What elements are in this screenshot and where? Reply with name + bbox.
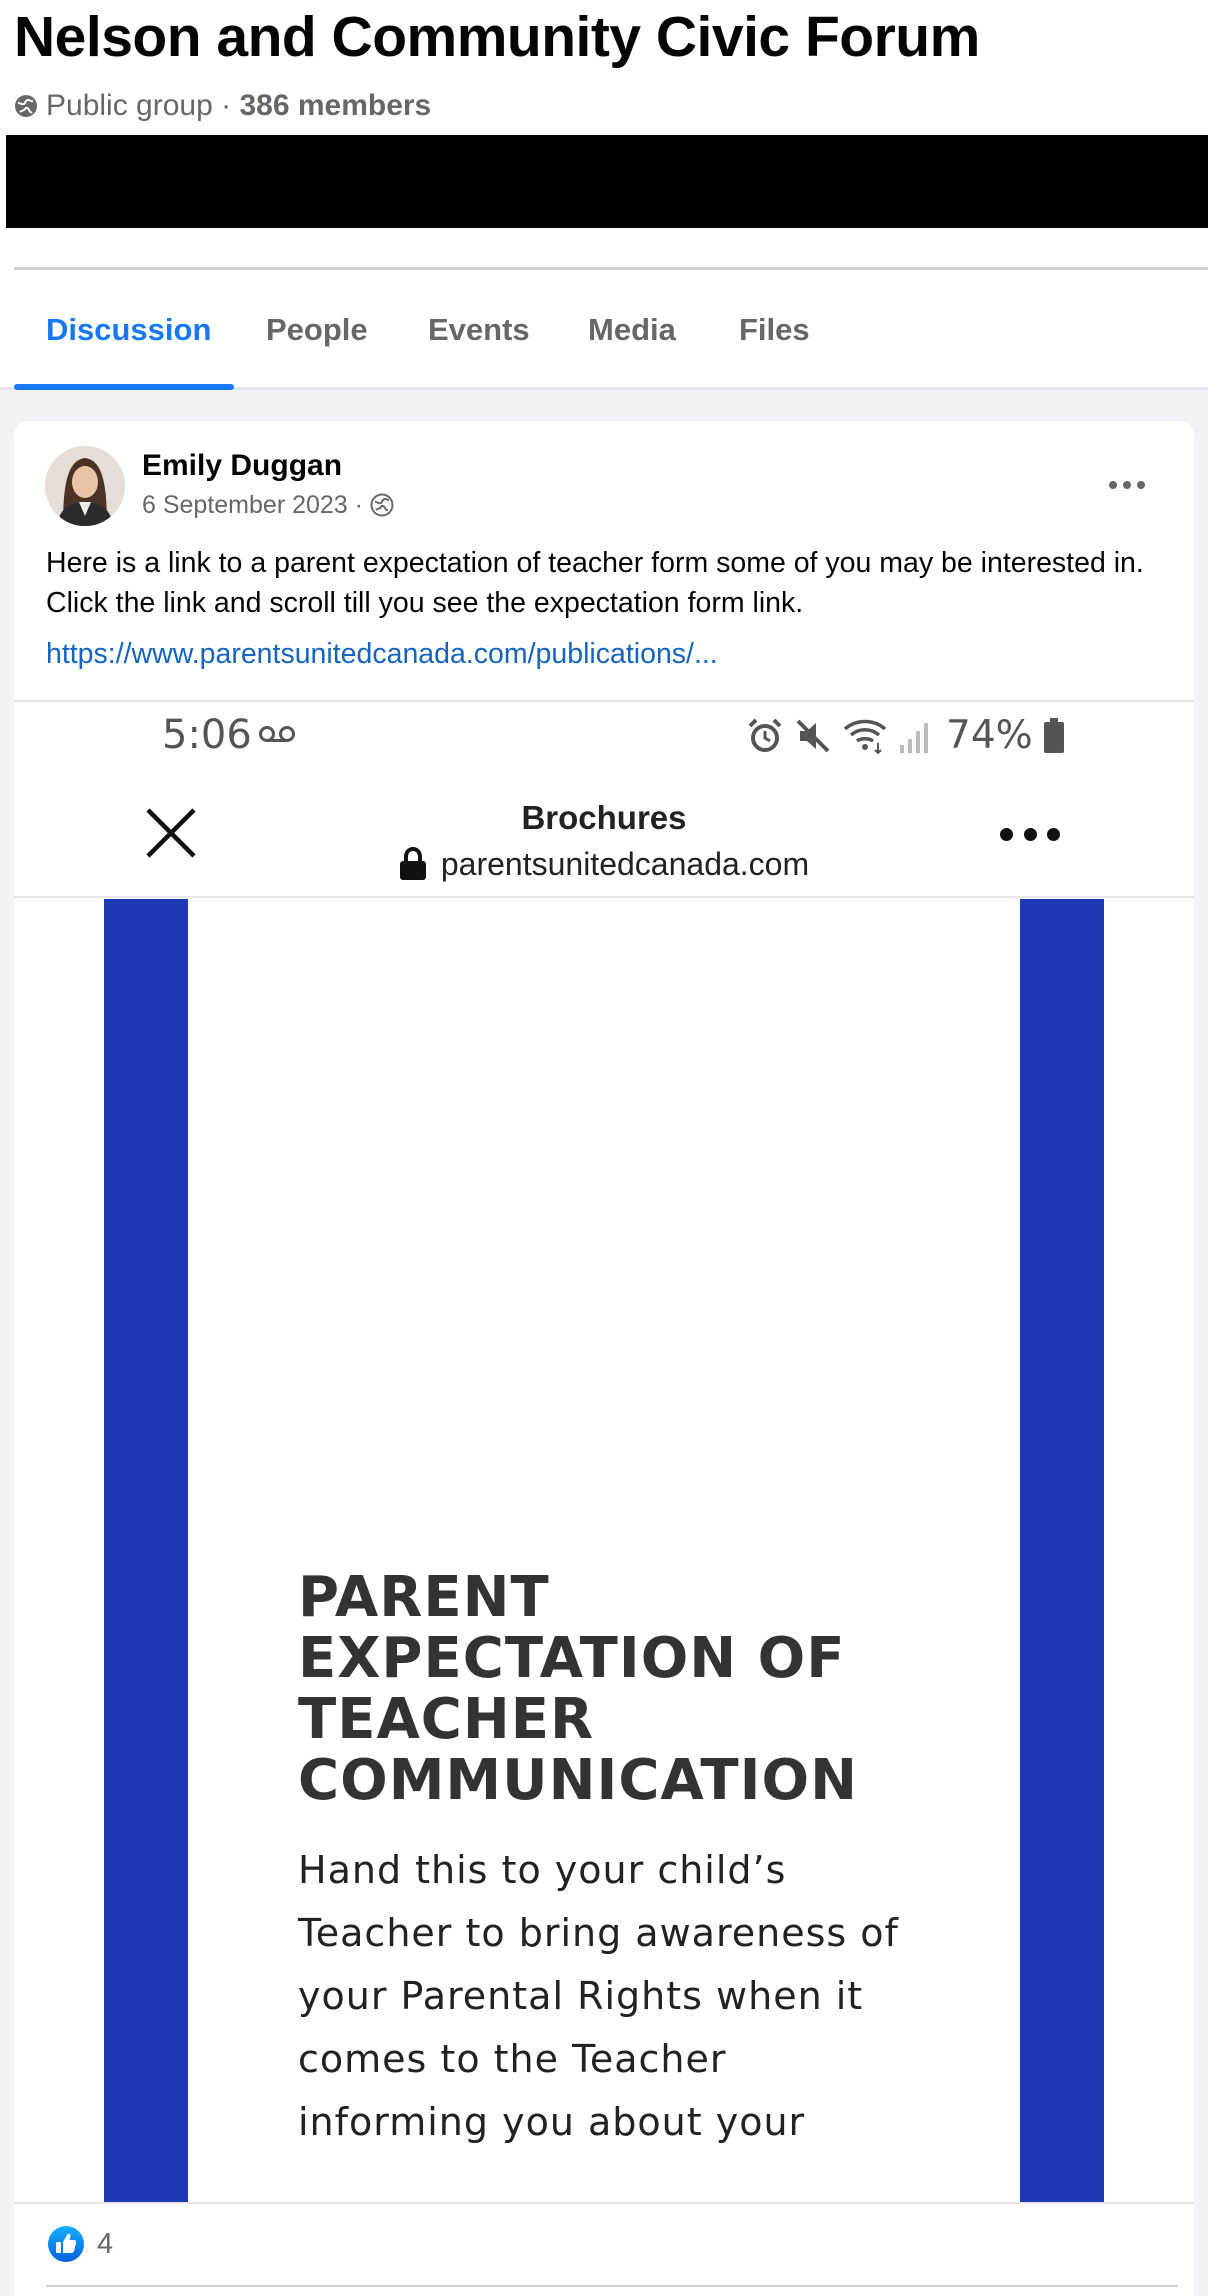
cover-photo <box>6 135 1208 228</box>
globe-icon <box>370 493 394 517</box>
browser-menu-button[interactable] <box>1000 822 1060 846</box>
post-date[interactable]: 6 September 2023 <box>142 491 348 519</box>
like-icon[interactable] <box>48 2226 84 2262</box>
brochure-band-left <box>104 899 188 2202</box>
brochure-band-right <box>1020 899 1104 2202</box>
browser-title: Brochures <box>521 799 687 836</box>
battery-percent: 74% <box>946 713 1033 758</box>
brochure-body: Hand this to your child’s Teacher to bring awareness of your Parental Rights when it comes to the Teacher informing you about your <box>298 1848 899 2144</box>
phone-status-bar <box>14 702 1194 768</box>
post-date-separator: · <box>347 491 370 519</box>
group-tabs <box>0 270 1208 390</box>
signal-icon <box>898 717 932 755</box>
post-text: Here is a link to a parent expectation of teacher form some of you may be interested in. Click the link and scroll till you see the expectation form link. <box>46 547 1144 619</box>
brochure-page <box>104 899 1104 2202</box>
wifi-icon <box>842 717 888 755</box>
reactions-divider <box>46 2285 1178 2287</box>
reaction-count[interactable]: 4 <box>97 2228 114 2260</box>
group-privacy[interactable]: Public group <box>46 89 213 122</box>
avatar-photo <box>45 446 125 526</box>
tab-files[interactable]: Files <box>739 312 810 347</box>
group-header <box>0 0 1208 135</box>
status-time: 5:06 <box>162 712 252 758</box>
avatar[interactable] <box>45 446 125 526</box>
post-card <box>14 421 1194 2296</box>
globe-icon <box>14 94 38 118</box>
post-author[interactable]: Emily Duggan <box>142 449 343 482</box>
tab-discussion[interactable]: Discussion <box>46 312 212 347</box>
post-menu-button[interactable] <box>1099 465 1155 505</box>
status-icons <box>746 714 1065 758</box>
lock-icon <box>399 847 427 881</box>
tab-media[interactable]: Media <box>588 312 676 347</box>
tab-events[interactable]: Events <box>428 312 530 347</box>
alarm-icon <box>746 717 784 755</box>
tab-people[interactable]: People <box>266 312 368 347</box>
member-count[interactable]: 386 members <box>239 89 432 122</box>
browser-url[interactable] <box>14 844 1194 884</box>
browser-bar <box>14 768 1194 898</box>
post-link[interactable]: https://www.parentsunitedcanada.com/publications/... <box>46 638 718 670</box>
battery-icon <box>1043 718 1065 754</box>
meta-separator: · <box>212 89 240 122</box>
more-horizontal-icon <box>1000 828 1013 841</box>
post-image[interactable] <box>14 700 1194 2202</box>
brochure-heading: PARENT EXPECTATION OF TEACHER COMMUNICATION <box>298 1565 858 1813</box>
post-timestamp <box>142 489 394 521</box>
group-meta <box>14 86 431 126</box>
browser-url-text: parentsunitedcanada.com <box>440 846 810 882</box>
more-horizontal-icon <box>1109 481 1117 489</box>
reactions-bar <box>14 2202 1194 2282</box>
group-title[interactable]: Nelson and Community Civic Forum <box>14 5 980 69</box>
voicemail-icon <box>258 724 296 744</box>
mute-icon <box>794 717 832 755</box>
